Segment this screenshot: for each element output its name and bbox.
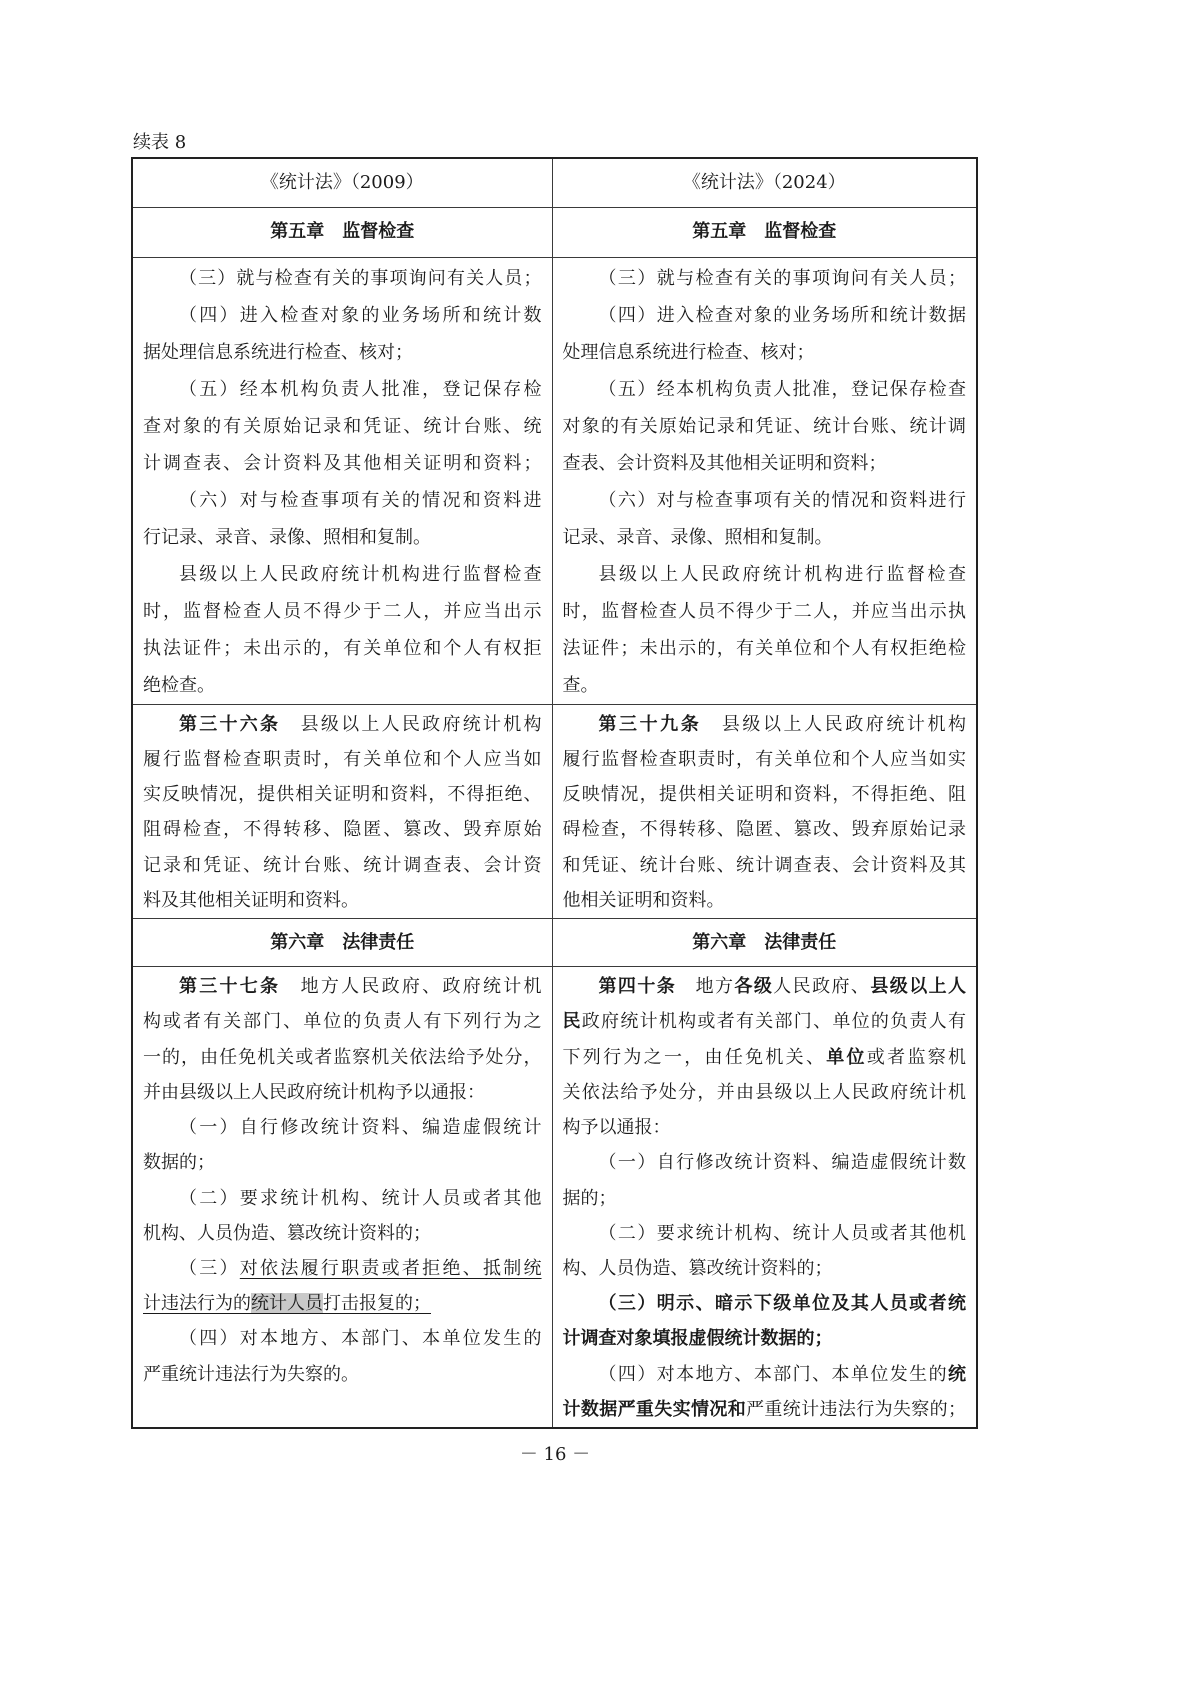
text-line: 处理信息系统进行检查、核对；: [562, 341, 815, 363]
text-line: [143, 969, 542, 1004]
page-number: － 16 －: [519, 1444, 591, 1465]
paragraph: [143, 707, 542, 919]
text-line: [563, 707, 967, 742]
paragraph: [563, 707, 967, 919]
bold-text: 单位: [826, 1046, 867, 1068]
text-line: 一的，由任免机关或者监察机关依法给予处分，: [143, 1046, 542, 1068]
text-run: 地方人民政府、政府统计机: [280, 976, 542, 998]
text-run: 人民政府、: [773, 976, 871, 998]
text-line: 执法证件；未出示的，有关单位和个人有权拒: [143, 637, 542, 659]
text-line: 查对象的有关原始记录和凭证、统计台账、统: [143, 415, 542, 437]
text-run: 或者监察机: [866, 1046, 967, 1068]
highlighted-text: 统计人员: [251, 1293, 323, 1315]
text-line: 构、人员伪造、篡改统计资料的；: [562, 1257, 833, 1279]
text-line: （六）对与检查事项有关的情况和资料进: [179, 489, 542, 511]
comparison-table: [131, 157, 978, 1429]
text-line: 履行监督检查职责时，有关单位和个人应当如实: [562, 748, 966, 770]
text-run: 严重统计违法行为失察的；: [746, 1398, 967, 1420]
text-run: （三）: [179, 1257, 240, 1279]
bold-text: 计数据严重失实情况和: [562, 1398, 747, 1420]
bold-text: 统: [948, 1363, 966, 1385]
paragraph: [563, 297, 967, 371]
chapter-heading-2009: 第六章 法律责任: [132, 919, 552, 967]
paragraph: [563, 1357, 967, 1427]
text-line: 行记录、录音、录像、照相和复制。: [143, 526, 431, 548]
bold-text: 民: [562, 1011, 582, 1033]
bold-text: 各级: [734, 976, 774, 998]
text-line: （二）要求统计机构、统计人员或者其他: [179, 1187, 542, 1209]
text-line: [563, 1321, 967, 1356]
bold-text: 县级以上人: [870, 976, 967, 998]
text-line: （六）对与检查事项有关的情况和资料进行: [598, 489, 966, 511]
underlined-text: 计违法行为的: [143, 1293, 251, 1315]
paragraph: [563, 1216, 967, 1286]
text-line: 绝检查。: [143, 674, 215, 696]
paragraph: [143, 482, 542, 556]
text-line: 实反映情况，提供相关证明和资料，不得拒绝、: [143, 784, 542, 806]
text-line: [143, 1251, 542, 1286]
text-line: 法证件；未出示的，有关单位和个人有权拒绝检: [562, 637, 966, 659]
text-line: [563, 1040, 967, 1075]
bold-text: 第三十九条: [598, 713, 702, 735]
chapter-row-supervision: [132, 207, 977, 257]
text-run: （四）对本地方、本部门、本单位发生的: [598, 1363, 948, 1385]
text-line: 构或者有关部门、单位的负责人有下列行为之: [143, 1011, 542, 1033]
text-run: 下列行为之一，由任免机关、: [562, 1046, 827, 1068]
bold-text: 第三十六条: [179, 713, 281, 735]
text-line: 他相关证明和资料。: [562, 889, 725, 911]
text-line: 县级以上人民政府统计机构进行监督检查: [179, 563, 542, 585]
text-line: （三）就与检查有关的事项询问有关人员；: [179, 267, 542, 289]
text-line: [563, 1357, 967, 1392]
text-line: 时，监督检查人员不得少于二人，并应当出示: [143, 600, 542, 622]
paragraph: [563, 482, 967, 556]
text-line: 查表、会计资料及其他相关证明和资料；: [562, 452, 887, 474]
chapter-row-legal-liability: [132, 919, 977, 967]
paragraph: [143, 1321, 542, 1391]
text-line: 县级以上人民政府统计机构进行监督检查: [598, 563, 966, 585]
cell-2009-text: [132, 257, 552, 704]
text-line: [563, 969, 967, 1004]
text-line: （一）自行修改统计资料、编造虚假统计: [179, 1117, 542, 1139]
text-line: [563, 1392, 967, 1427]
underlined-text: 对依法履行职责或者拒绝、抵制统: [239, 1257, 542, 1279]
text-line: （一）自行修改统计资料、编造虚假统计数: [598, 1152, 966, 1174]
paragraph: [143, 1181, 542, 1251]
text-run: 县级以上人民政府统计机构: [280, 713, 542, 735]
text-line: 记录、录音、录像、照相和复制。: [562, 526, 833, 548]
bold-text: 计调查对象填报虚假统计数据的；: [562, 1328, 833, 1350]
paragraph: [563, 556, 967, 704]
text-line: （四）进入检查对象的业务场所和统计数据: [598, 304, 966, 326]
paragraph: [143, 371, 542, 482]
paragraph: [563, 1286, 967, 1356]
paragraph: [143, 1251, 542, 1321]
paragraph: [563, 371, 967, 482]
text-line: 机构、人员伪造、篡改统计资料的；: [143, 1222, 431, 1244]
text-line: 碍检查，不得转移、隐匿、篡改、毁弃原始记录: [562, 819, 966, 841]
chapter-heading-2024: 第六章 法律责任: [552, 919, 977, 967]
text-line: 计调查表、会计资料及其他相关证明和资料；: [143, 452, 542, 474]
text-line: （二）要求统计机构、统计人员或者其他机: [598, 1222, 966, 1244]
paragraph: [143, 297, 542, 371]
text-line: 并由县级以上人民政府统计机构予以通报：: [143, 1081, 485, 1103]
text-line: [563, 1286, 967, 1321]
chapter-heading-2024: 第五章 监督检查: [552, 207, 977, 257]
text-line: 关依法给予处分，并由县级以上人民政府统计机: [562, 1081, 966, 1103]
bold-text: 第四十条: [598, 976, 677, 998]
cell-2009-text: [132, 704, 552, 919]
paragraph: [563, 1145, 967, 1215]
text-line: 对象的有关原始记录和凭证、统计台账、统计调: [562, 415, 966, 437]
text-line: 料及其他相关证明和资料。: [143, 889, 359, 911]
article-row-liability: [132, 967, 977, 1428]
text-line: 构予以通报：: [562, 1117, 671, 1139]
chapter-heading-2009: 第五章 监督检查: [132, 207, 552, 257]
text-line: 严重统计违法行为失察的。: [143, 1363, 359, 1385]
paragraph: [143, 260, 542, 297]
bold-text: 第三十七条: [179, 976, 281, 998]
text-line: （五）经本机构负责人批准，登记保存检查: [598, 378, 966, 400]
text-line: 时，监督检查人员不得少于二人，并应当出示执: [562, 600, 966, 622]
bold-text: （三）明示、暗示下级单位及其人员或者统: [598, 1293, 966, 1315]
cell-2024-text: [552, 257, 977, 704]
text-line: （四）对本地方、本部门、本单位发生的: [179, 1328, 542, 1350]
header-2009-version: 《统计法》（2009）: [132, 158, 552, 207]
text-line: （五）经本机构负责人批准，登记保存检: [179, 378, 542, 400]
text-line: 阻碍检查，不得转移、隐匿、篡改、毁弃原始: [143, 819, 542, 841]
article-row-inspection-means: [132, 257, 977, 704]
text-run: 地方: [676, 976, 735, 998]
text-run: 县级以上人民政府统计机构: [701, 713, 967, 735]
article-row-cooperation: [132, 704, 977, 919]
paragraph: [143, 1110, 542, 1180]
paragraph: [563, 260, 967, 297]
text-run: 政府统计机构或者有关部门、单位的负责人有: [581, 1011, 967, 1033]
continuation-label: 续表 8: [133, 132, 187, 153]
text-line: （四）进入检查对象的业务场所和统计数: [179, 304, 542, 326]
cell-2024-text: [552, 967, 977, 1428]
cell-2009-text: [132, 967, 552, 1428]
text-line: [143, 707, 542, 742]
paragraph: [143, 556, 542, 704]
text-line: 查。: [562, 674, 599, 696]
text-line: [563, 1004, 967, 1039]
text-line: 数据的；: [143, 1152, 215, 1174]
text-line: 和凭证、统计台账、统计调查表、会计资料及其: [562, 854, 966, 876]
paragraph: [143, 969, 542, 1110]
text-line: 履行监督检查职责时，有关单位和个人应当如: [143, 748, 542, 770]
text-line: 反映情况，提供相关证明和资料，不得拒绝、阻: [562, 784, 966, 806]
text-line: （三）就与检查有关的事项询问有关人员；: [598, 267, 966, 289]
text-line: 记录和凭证、统计台账、统计调查表、会计资: [143, 854, 542, 876]
cell-2024-text: [552, 704, 977, 919]
underlined-text: 打击报复的；: [323, 1293, 431, 1315]
header-2024-version: 《统计法》（2024）: [552, 158, 977, 207]
text-line: 据处理信息系统进行检查、核对；: [143, 341, 413, 363]
text-line: [143, 1286, 542, 1321]
text-line: 据的；: [562, 1187, 617, 1209]
paragraph: [563, 969, 967, 1145]
table-header-row: [132, 158, 977, 207]
